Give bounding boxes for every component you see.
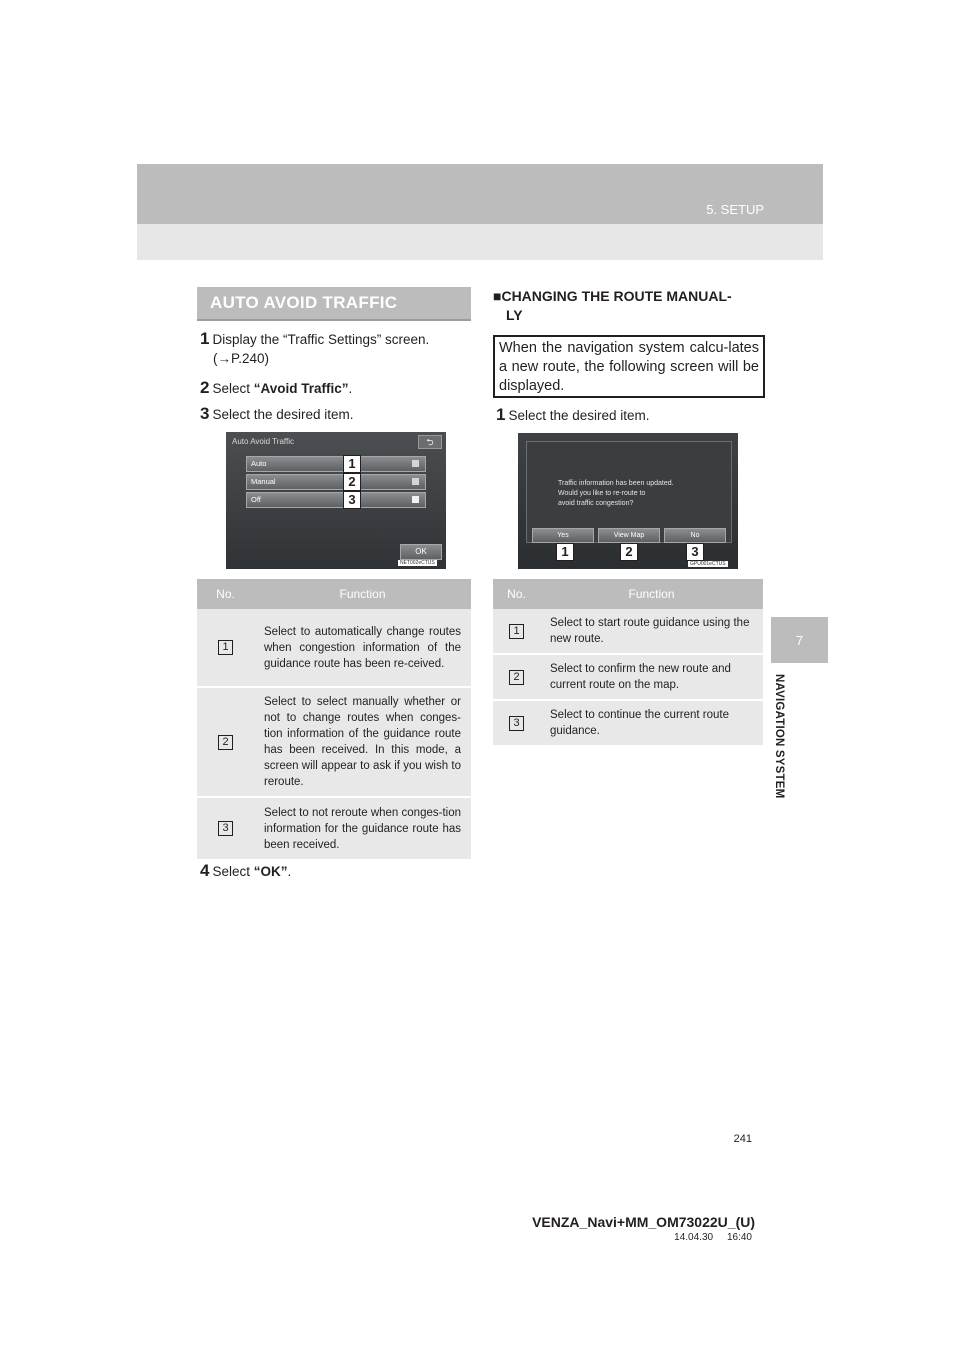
row-function: Select to automatically change routes when congestion information of the guidance route has been re-ceived. (254, 609, 471, 687)
step-number: 3 (200, 404, 210, 423)
row-function: Select to not reroute when conges-tion information for the guidance route has been received. (254, 797, 471, 859)
table-row (197, 797, 471, 859)
figure-code: NET002eCTUS (400, 560, 435, 566)
yes-button[interactable]: Yes (532, 528, 594, 543)
row-number: 2 (218, 735, 233, 750)
step-text: Select (212, 864, 254, 879)
step-1-ref: (→P.240) (213, 351, 270, 366)
callout-2: 2 (620, 543, 638, 561)
step-keyword: “OK” (253, 864, 288, 879)
row-function: Select to continue the current route guidance. (540, 700, 763, 745)
no-button[interactable]: No (664, 528, 726, 543)
message-line: Would you like to re-route to (558, 490, 646, 497)
callout-3: 3 (686, 543, 704, 561)
step-punct: . (348, 381, 353, 396)
row-number: 3 (509, 716, 524, 731)
col-function: Function (254, 579, 471, 609)
message-line: Traffic information has been updated. (558, 480, 674, 487)
left-function-table (197, 579, 471, 859)
option-label: Manual (251, 477, 276, 486)
step-number: 4 (200, 861, 210, 880)
subsection-heading (493, 287, 768, 325)
right-function-table (493, 579, 763, 745)
step-number: 2 (200, 378, 210, 397)
step-text: Display the “Traffic Settings” screen. (212, 332, 430, 347)
info-note: When the navigation system calcu-lates a new route, the following screen will be displayed. (493, 335, 765, 398)
option-manual[interactable] (246, 474, 426, 490)
step-1 (200, 329, 472, 350)
checkbox-icon (412, 478, 419, 485)
header-subband (137, 224, 823, 260)
col-no: No. (493, 579, 540, 609)
reroute-screen (518, 433, 738, 569)
row-function: Select to start route guidance using the new route. (540, 609, 763, 654)
step-keyword: “Avoid Traffic” (253, 381, 349, 396)
row-function: Select to confirm the new route and current route on the map. (540, 654, 763, 700)
document-id: VENZA_Navi+MM_OM73022U_(U) (532, 1214, 755, 1230)
row-number: 1 (218, 640, 233, 655)
heading-line: ■CHANGING THE ROUTE MANUAL- (493, 288, 732, 304)
section-title: AUTO AVOID TRAFFIC (197, 287, 471, 321)
table-row (493, 654, 763, 700)
table-row (493, 609, 763, 654)
step-2 (200, 378, 352, 399)
table-row (493, 700, 763, 745)
option-label: Off (251, 495, 261, 504)
back-icon[interactable]: ⮌ (418, 435, 442, 449)
message-line: avoid traffic congestion? (558, 500, 634, 507)
table-row (197, 609, 471, 687)
view-map-button[interactable]: View Map (598, 528, 660, 543)
step-text: Select the desired item. (212, 407, 354, 422)
checkbox-icon (412, 496, 419, 503)
col-function: Function (540, 579, 763, 609)
dialog-message (558, 479, 674, 509)
row-number: 3 (218, 821, 233, 836)
callout-1: 1 (556, 543, 574, 561)
header-band (137, 164, 823, 224)
step-number: 1 (200, 329, 210, 348)
chapter-title: NAVIGATION SYSTEM (773, 674, 785, 799)
row-number: 2 (509, 670, 524, 685)
checkbox-icon (412, 460, 419, 467)
heading-line: LY (506, 307, 523, 323)
step-text: Select (212, 381, 254, 396)
step-number: 1 (496, 405, 506, 424)
callout-1: 1 (343, 455, 361, 473)
table-row (197, 687, 471, 797)
option-auto[interactable] (246, 456, 426, 472)
col-no: No. (197, 579, 254, 609)
chapter-label (771, 676, 787, 816)
auto-avoid-screen (226, 432, 446, 569)
right-step-1 (496, 405, 650, 426)
option-off[interactable] (246, 492, 426, 508)
option-label: Auto (251, 459, 267, 468)
timestamp: 14.04.30 16:40 (674, 1232, 752, 1243)
step-text: Select the desired item. (508, 408, 650, 423)
chapter-tab: 7 (771, 617, 828, 663)
section-header: 5. SETUP (706, 202, 764, 217)
page-number: 241 (733, 1133, 752, 1145)
ok-button[interactable]: OK (400, 544, 442, 560)
step-4 (200, 861, 291, 882)
row-function: Select to select manually whether or not to change routes when conges-tion information of the guidance route has been received. In this mode, a screen will appear to ask if you wish to reroute. (254, 687, 471, 797)
callout-2: 2 (343, 473, 361, 491)
step-punct: . (287, 864, 292, 879)
step-3 (200, 404, 354, 425)
figure-code: GPU001eCTUS (690, 561, 726, 567)
screen-title: Auto Avoid Traffic (232, 437, 294, 446)
row-number: 1 (509, 624, 524, 639)
callout-3: 3 (343, 491, 361, 509)
